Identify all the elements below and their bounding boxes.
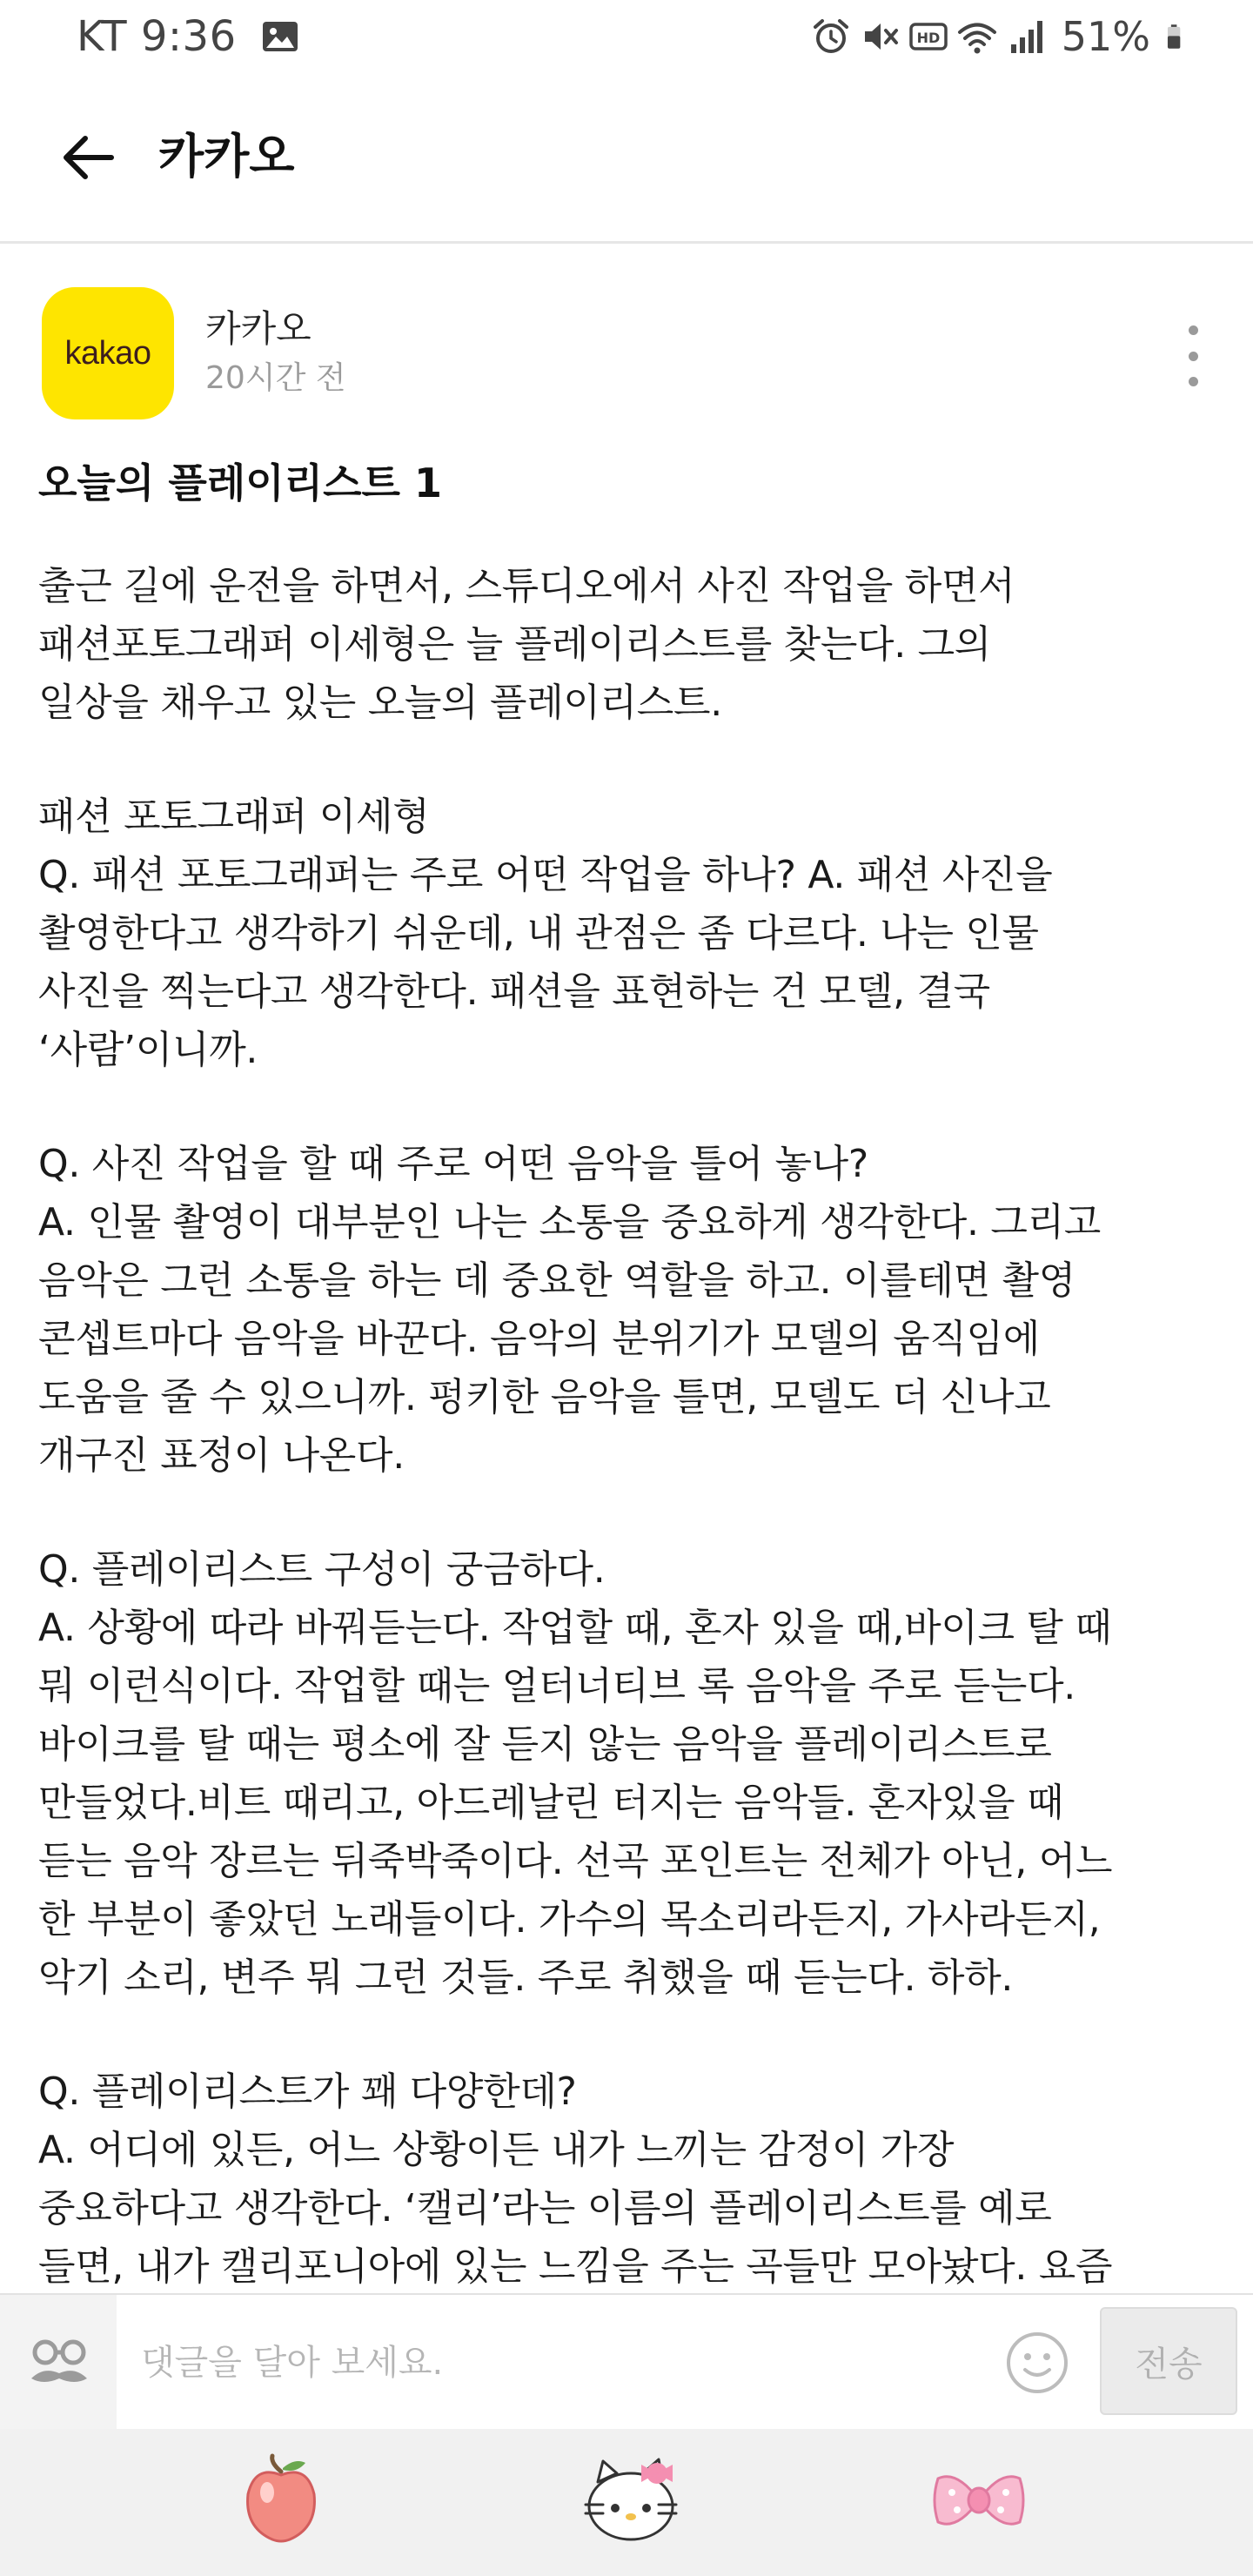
body-text-line: 개구진 표정이 나온다. xyxy=(38,1433,405,1478)
body-text-line: 패션 포토그래퍼 이세형 xyxy=(38,795,430,839)
svg-text:HD: HD xyxy=(916,30,941,46)
arrow-left-icon xyxy=(57,127,118,188)
comment-input-area xyxy=(117,2295,1253,2431)
paragraph-gap xyxy=(38,1079,1222,1135)
body-text-line: 중요하다고 생각한다. ‘캘리’라는 이름의 플레이리스트를 예로 xyxy=(38,2186,1052,2231)
signal-icon xyxy=(1006,17,1046,57)
body-text-line: 출근 길에 운전을 하면서, 스튜디오에서 사진 작업을 하면서 xyxy=(38,564,1015,608)
body-text-line: A. 어디에 있든, 어느 상황이든 내가 느끼는 감정이 가장 xyxy=(38,2128,955,2172)
more-options-button[interactable] xyxy=(1171,319,1215,393)
status-right xyxy=(811,9,1192,64)
more-dot xyxy=(1189,377,1198,386)
body-text-line: Q. 플레이리스트 구성이 궁금하다. xyxy=(38,1547,606,1592)
body-text-line: 뭐 이런식이다. 작업할 때는 얼터너티브 록 음악을 주로 듣는다. xyxy=(38,1664,1075,1708)
status-bar xyxy=(0,0,1253,73)
back-button[interactable] xyxy=(49,118,127,197)
gallery-icon xyxy=(261,19,299,54)
smiley-icon xyxy=(1004,2330,1070,2396)
post-header xyxy=(0,244,1253,444)
body-text-line: Q. 플레이리스트가 꽤 다양한데? xyxy=(38,2070,577,2114)
alarm-icon xyxy=(811,17,851,57)
body-text-line: 한 부분이 좋았던 노래들이다. 가수의 목소리라든지, 가사라든지, xyxy=(38,1897,1101,1942)
body-text-line: 악기 소리, 변주 뭐 그런 것들. 주로 취했을 때 듣는다. 하하. xyxy=(38,1955,1014,2000)
more-dot xyxy=(1189,325,1198,335)
hd-icon xyxy=(908,17,948,57)
comment-bar xyxy=(0,2293,1253,2429)
kakao-logo-text: kakao xyxy=(64,334,151,372)
body-text-line: ‘사람’이니까. xyxy=(38,1028,258,1072)
page-title: 카카오 xyxy=(158,129,295,184)
post-body xyxy=(38,557,1222,2293)
post-title: 오늘의 플레이리스트 1 xyxy=(38,460,442,506)
body-text-line: 사진을 찍는다고 생각한다. 패션을 표현하는 건 모델, 결국 xyxy=(38,969,990,1014)
pink-bow-icon xyxy=(931,2461,1027,2539)
nav-bow-button[interactable] xyxy=(922,2448,1035,2553)
apple-icon xyxy=(238,2452,325,2548)
bottom-nav xyxy=(0,2429,1253,2576)
emoji-button[interactable] xyxy=(1004,2330,1070,2396)
body-text-line: 콘셉트마다 음악을 바꾼다. 음악의 분위기가 모델의 움직임에 xyxy=(38,1317,1040,1361)
status-carrier-time: KT 9:36 xyxy=(77,12,237,61)
post-article xyxy=(38,444,1222,2293)
body-text-line: 만들었다.비트 때리고, 아드레날린 터지는 음악들. 혼자있을 때 xyxy=(38,1781,1064,1825)
body-text-line: 들면, 내가 캘리포니아에 있는 느낌을 주는 곡들만 모아놨다. 요즘 xyxy=(38,2244,1113,2289)
body-text-line: 촬영한다고 생각하기 쉬운데, 내 관점은 좀 다르다. 나는 인물 xyxy=(38,911,1039,956)
body-text-line: A. 인물 촬영이 대부분인 나는 소통을 중요하게 생각한다. 그리고 xyxy=(38,1200,1101,1244)
paragraph-gap xyxy=(38,2007,1222,2063)
wifi-icon xyxy=(957,17,997,57)
battery-percent: 51% xyxy=(1061,13,1150,60)
body-text-line: 도움을 줄 수 있으니까. 펑키한 음악을 틀면, 모델도 더 신나고 xyxy=(38,1375,1051,1419)
send-button[interactable]: 전송 xyxy=(1100,2307,1237,2415)
body-text-line: 패션포토그래퍼 이세형은 늘 플레이리스트를 찾는다. 그의 xyxy=(38,622,992,667)
body-text-line: 바이크를 탈 때는 평소에 잘 듣지 않는 음악을 플레이리스트로 xyxy=(38,1722,1052,1767)
body-text-line: Q. 사진 작업을 할 때 주로 어떤 음악을 틀어 놓나? xyxy=(38,1142,868,1186)
avatar[interactable] xyxy=(42,287,174,419)
paragraph-gap xyxy=(38,732,1222,788)
post-time: 20시간 전 xyxy=(205,360,346,396)
body-text-line: Q. 패션 포토그래퍼는 주로 어떤 작업을 하나? A. 패션 사진을 xyxy=(38,853,1053,897)
nav-apple-button[interactable] xyxy=(224,2448,338,2553)
comment-input[interactable] xyxy=(141,2333,994,2392)
more-dot xyxy=(1189,352,1198,361)
battery-icon xyxy=(1166,17,1192,57)
hello-kitty-icon xyxy=(579,2452,683,2548)
app-bar xyxy=(0,73,1253,244)
anonymous-toggle-button[interactable] xyxy=(17,2319,101,2406)
glasses-mustache-icon xyxy=(24,2328,94,2398)
status-left xyxy=(77,9,299,64)
mute-icon xyxy=(860,17,900,57)
body-text-line: 음악은 그런 소통을 하는 데 중요한 역할을 하고. 이를테면 촬영 xyxy=(38,1258,1075,1303)
nav-hello-kitty-button[interactable] xyxy=(574,2448,687,2553)
body-text-line: 일상을 채우고 있는 오늘의 플레이리스트. xyxy=(38,681,722,725)
author-name[interactable]: 카카오 xyxy=(205,307,312,350)
body-text-line: 듣는 음악 장르는 뒤죽박죽이다. 선곡 포인트는 전체가 아닌, 어느 xyxy=(38,1839,1113,1883)
paragraph-gap xyxy=(38,1485,1222,1540)
body-text-line: A. 상황에 따라 바꿔듣는다. 작업할 때, 혼자 있을 때,바이크 탈 때 xyxy=(38,1606,1112,1650)
